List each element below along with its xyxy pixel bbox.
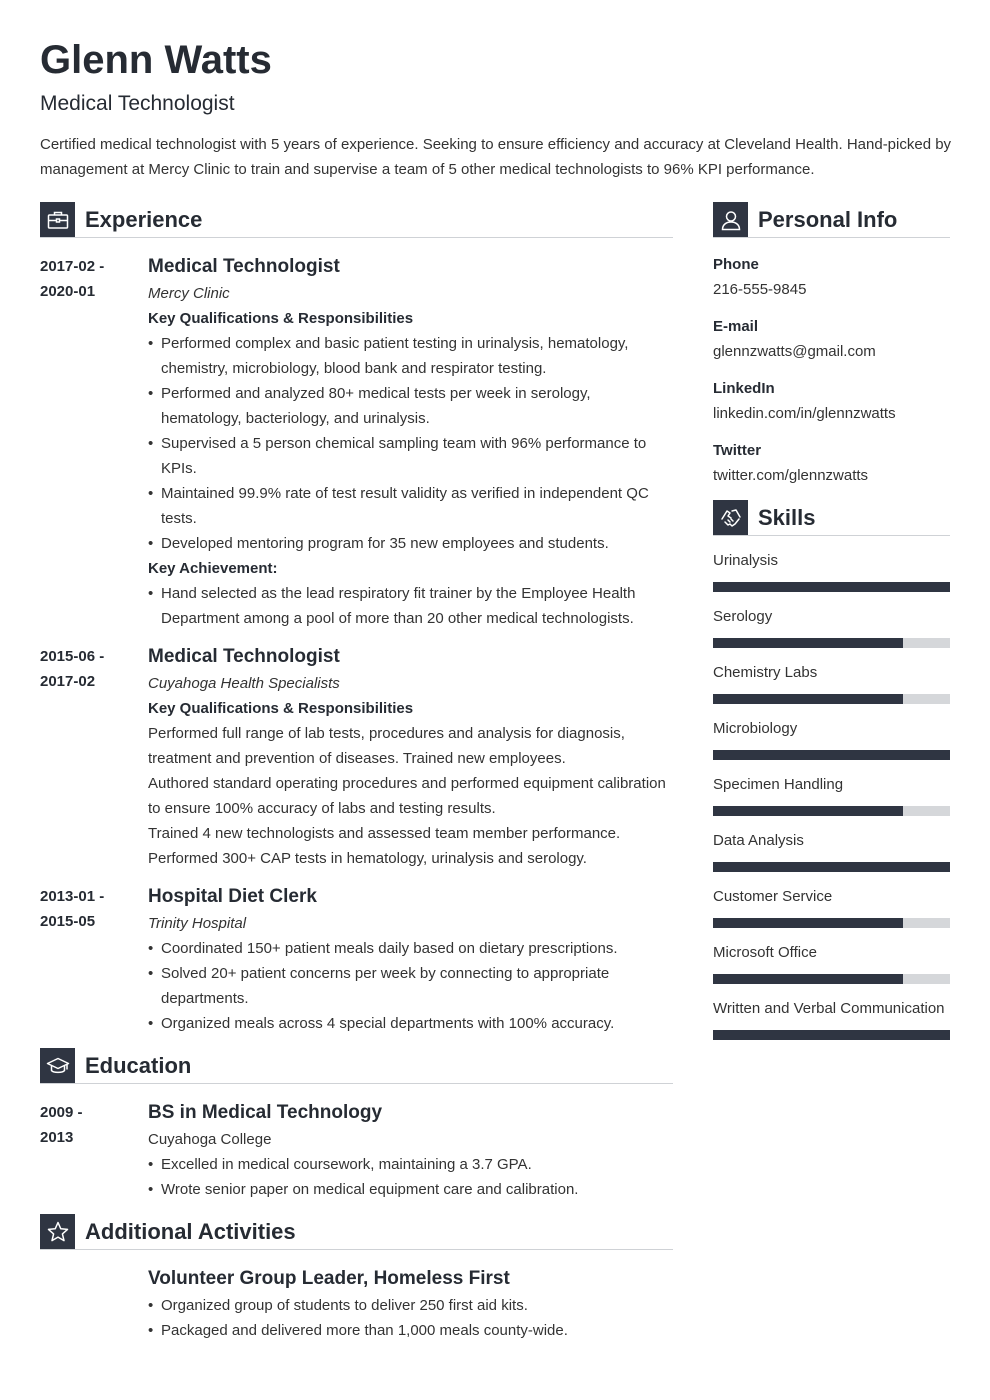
- skill-item: [713, 828, 950, 872]
- education-section-header: [40, 1048, 673, 1084]
- skill-bar: [713, 974, 950, 984]
- job-paragraph: Trained 4 new technologists and assessed team member performance.: [148, 825, 621, 842]
- experience-section-header: [40, 202, 673, 238]
- briefcase-icon: [40, 202, 75, 237]
- job-role: Hospital Diet Clerk: [148, 886, 317, 907]
- right-column: [713, 202, 950, 1040]
- skill-name: Chemistry Labs: [713, 664, 818, 681]
- skill-name: Data Analysis: [713, 832, 804, 849]
- skill-bar-fill: [713, 974, 903, 984]
- activities-heading: Additional Activities: [85, 1218, 296, 1244]
- skills-list: [713, 548, 950, 1040]
- education-school: Cuyahoga College: [148, 1131, 272, 1148]
- skill-item: [713, 940, 950, 984]
- handshake-icon: [713, 500, 748, 535]
- list-item: • Excelled in medical coursework, maintaining a 3.7 GPA.: [148, 1152, 673, 1177]
- list-item: • Solved 20+ patient concerns per week by connecting to appropriate departments.: [148, 961, 673, 1011]
- list-item: • Organized meals across 4 special departments with 100% accuracy.: [148, 1011, 673, 1036]
- twitter-label: Twitter: [713, 442, 762, 459]
- list-item: • Supervised a 5 person chemical sampling team with 96% performance to KPIs.: [148, 431, 673, 481]
- job-entry: [40, 882, 673, 1036]
- job-org: Trinity Hospital: [148, 915, 247, 932]
- skill-name: Urinalysis: [713, 552, 779, 569]
- skill-name: Serology: [713, 608, 773, 625]
- job-paragraph: Performed full range of lab tests, procedures and analysis for diagnosis, treatment and prevention of diseases. Trained new employees.: [148, 725, 625, 767]
- job-org: Cuyahoga Health Specialists: [148, 675, 340, 692]
- list-item: • Hand selected as the lead respiratory fit trainer by the Employee Health Department among a pool of more than 20 other medical technologists.: [148, 581, 673, 631]
- education-dates: 2009 - 2013: [40, 1104, 83, 1146]
- email-value[interactable]: glennzwatts@gmail.com: [713, 343, 876, 360]
- skill-bar-fill: [713, 806, 903, 816]
- skill-bar-fill: [713, 1030, 950, 1040]
- skill-item: [713, 716, 950, 760]
- job-role: Medical Technologist: [148, 256, 340, 277]
- left-column: [40, 202, 673, 1343]
- skill-bar: [713, 918, 950, 928]
- skill-bar: [713, 694, 950, 704]
- activity-entry: [40, 1264, 673, 1343]
- activities-section-header: [40, 1214, 673, 1250]
- phone-label: Phone: [713, 256, 759, 273]
- email-label: E-mail: [713, 318, 759, 335]
- experience-heading: Experience: [85, 206, 203, 232]
- job-paragraph: Authored standard operating procedures and performed equipment calibration to ensure 100% accuracy of labs and testing results.: [148, 775, 666, 817]
- education-heading: Education: [85, 1052, 192, 1078]
- job-role: Medical Technologist: [148, 646, 340, 667]
- skill-bar-fill: [713, 694, 903, 704]
- resume-summary: Certified medical technologist with 5 years of experience. Seeking to ensure efficiency and accuracy at Cleveland Health. Hand-picked by management at Mercy Clinic to train and supervise a team of 5 other medical technologists to 96% KPI performance.: [40, 136, 952, 178]
- resume-title: Medical Technologist: [40, 92, 235, 115]
- skill-item: [713, 660, 950, 704]
- skill-bar-fill: [713, 582, 950, 592]
- skill-bar-fill: [713, 862, 950, 872]
- skill-bar: [713, 582, 950, 592]
- list-item: • Performed complex and basic patient testing in urinalysis, hematology, chemistry, microbiology, blood bank and respirator testing.: [148, 331, 673, 381]
- job-dates: 2015-06 - 2017-02: [40, 648, 105, 690]
- skills-section-header: [713, 500, 950, 536]
- linkedin-label: LinkedIn: [713, 380, 775, 397]
- job-bullets: [148, 936, 673, 1036]
- job-bullets: [148, 581, 673, 631]
- resume-name: Glenn Watts: [40, 38, 272, 82]
- skill-item: [713, 772, 950, 816]
- list-item: • Developed mentoring program for 35 new employees and students.: [148, 531, 673, 556]
- personal-info-section-header: [713, 202, 950, 238]
- skill-item: [713, 884, 950, 928]
- education-bullets: [148, 1152, 673, 1202]
- skill-bar-fill: [713, 638, 903, 648]
- job-subheading: Key Achievement:: [148, 560, 278, 577]
- skill-name: Microbiology: [713, 720, 798, 737]
- job-paragraph: Performed 300+ CAP tests in hematology, urinalysis and serology.: [148, 850, 587, 867]
- job-org: Mercy Clinic: [148, 285, 230, 302]
- skill-bar-fill: [713, 918, 903, 928]
- twitter-value[interactable]: twitter.com/glennzwatts: [713, 467, 869, 484]
- skill-bar: [713, 1030, 950, 1040]
- user-icon: [713, 202, 748, 237]
- job-entry: [40, 252, 673, 631]
- list-item: • Wrote senior paper on medical equipment care and calibration.: [148, 1177, 673, 1202]
- education-degree: BS in Medical Technology: [148, 1102, 383, 1123]
- activity-dates: [40, 1264, 148, 1343]
- job-subheading: Key Qualifications & Responsibilities: [148, 700, 414, 717]
- skill-name: Written and Verbal Communication: [713, 1000, 945, 1017]
- job-bullets: [148, 331, 673, 556]
- skills-heading: Skills: [758, 504, 816, 530]
- skill-name: Specimen Handling: [713, 776, 844, 793]
- skill-name: Microsoft Office: [713, 944, 817, 961]
- skill-bar: [713, 806, 950, 816]
- list-item: • Coordinated 150+ patient meals daily based on dietary prescriptions.: [148, 936, 673, 961]
- education-entry: [40, 1098, 673, 1202]
- skill-item: [713, 996, 950, 1040]
- skill-item: [713, 548, 950, 592]
- activity-bullets: [148, 1293, 673, 1343]
- list-item: • Maintained 99.9% rate of test result validity as verified in independent QC tests.: [148, 481, 673, 531]
- star-icon: [40, 1214, 75, 1249]
- job-entry: [40, 642, 673, 871]
- skill-bar: [713, 638, 950, 648]
- job-subheading: Key Qualifications & Responsibilities: [148, 310, 414, 327]
- personal-info-heading: Personal Info: [758, 206, 898, 232]
- skill-bar: [713, 750, 950, 760]
- skill-item: [713, 604, 950, 648]
- list-item: • Organized group of students to deliver 250 first aid kits.: [148, 1293, 673, 1318]
- skill-bar-fill: [713, 750, 950, 760]
- job-dates: 2017-02 - 2020-01: [40, 258, 105, 300]
- phone-value: 216-555-9845: [713, 281, 807, 298]
- list-item: • Performed and analyzed 80+ medical tests per week in serology, hematology, bacteriology, and urinalysis.: [148, 381, 673, 431]
- graduation-cap-icon: [40, 1048, 75, 1083]
- list-item: • Packaged and delivered more than 1,000 meals county-wide.: [148, 1318, 673, 1343]
- skill-name: Customer Service: [713, 888, 833, 905]
- linkedin-value[interactable]: linkedin.com/in/glennzwatts: [713, 405, 896, 422]
- activity-role: Volunteer Group Leader, Homeless First: [148, 1268, 510, 1289]
- skill-bar: [713, 862, 950, 872]
- job-dates: 2013-01 - 2015-05: [40, 888, 105, 930]
